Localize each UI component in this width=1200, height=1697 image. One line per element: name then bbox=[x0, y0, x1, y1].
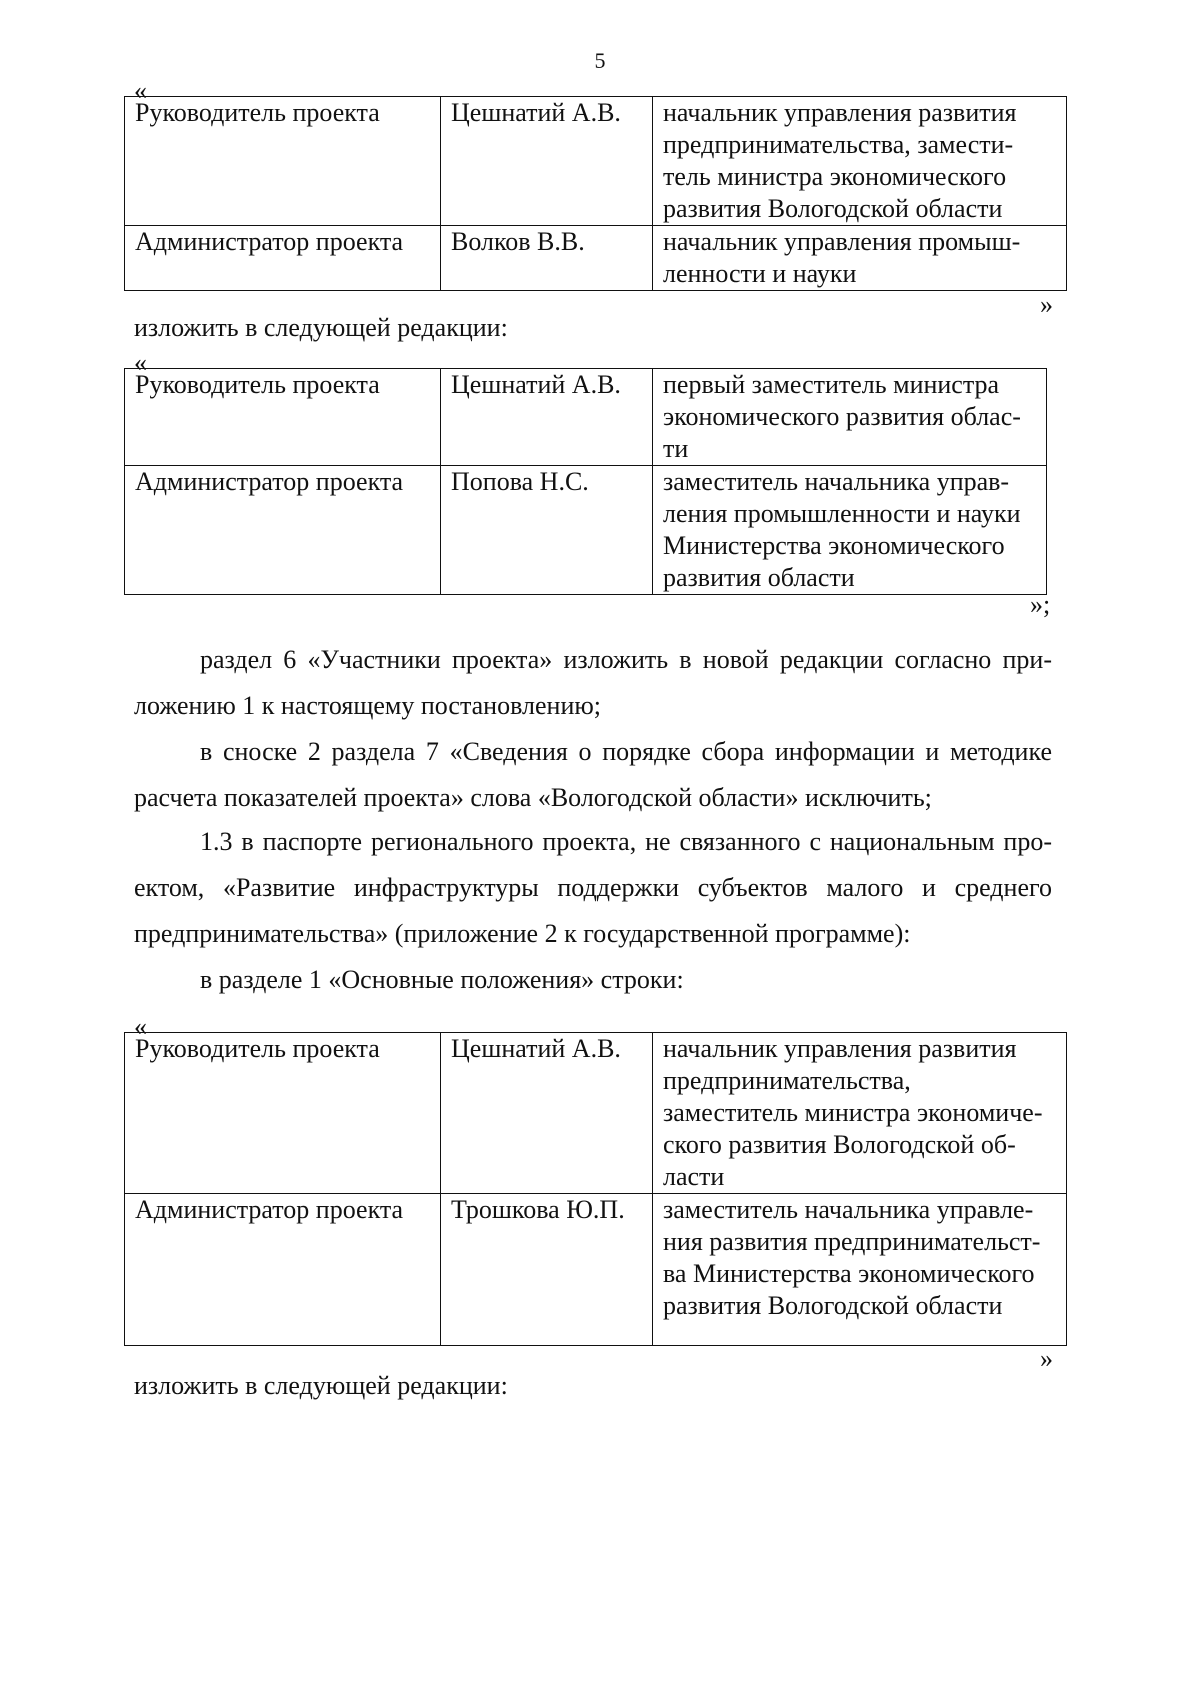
description-cell: начальник управления промыш- ленности и науки bbox=[653, 226, 1067, 291]
paragraph-line: в сноске 2 раздела 7 «Сведения о порядке сбора информации и методике bbox=[200, 737, 1052, 766]
paragraph-line: ложению 1 к настоящему постановлению; bbox=[134, 691, 602, 720]
table-row bbox=[125, 97, 1067, 226]
description-cell: заместитель начальника управ- ления промышленности и науки Министерства экономического развития области bbox=[653, 466, 1047, 595]
close-quote-semicolon: »; bbox=[1030, 590, 1051, 619]
role-cell: Руководитель проекта bbox=[125, 369, 441, 466]
table-row bbox=[125, 466, 1047, 595]
paragraph-line: в разделе 1 «Основные положения» строки: bbox=[200, 965, 684, 994]
open-quote: « bbox=[134, 76, 147, 105]
table-new-project-roles bbox=[124, 368, 1047, 595]
open-quote: « bbox=[134, 1012, 147, 1041]
name-cell: Цешнатий А.В. bbox=[441, 1033, 653, 1194]
paragraph-line: расчета показателей проекта» слова «Вологодской области» исключить; bbox=[134, 783, 932, 812]
name-cell: Цешнатий А.В. bbox=[441, 97, 653, 226]
table-row bbox=[125, 226, 1067, 291]
table-row bbox=[125, 1033, 1067, 1194]
table-old-project-roles-2 bbox=[124, 1032, 1067, 1346]
name-cell: Трошкова Ю.П. bbox=[441, 1194, 653, 1346]
role-cell: Администратор проекта bbox=[125, 466, 441, 595]
paragraph-line: ектом, «Развитие инфраструктуры поддержки субъектов малого и среднего bbox=[134, 873, 1052, 902]
edit-instruction: изложить в следующей редакции: bbox=[134, 313, 508, 342]
role-cell: Администратор проекта bbox=[125, 226, 441, 291]
paragraph-line: раздел 6 «Участники проекта» изложить в новой редакции согласно при- bbox=[200, 645, 1052, 674]
edit-instruction: изложить в следующей редакции: bbox=[134, 1371, 508, 1400]
table-old-project-roles bbox=[124, 96, 1067, 291]
open-quote: « bbox=[134, 348, 147, 377]
name-cell: Попова Н.С. bbox=[441, 466, 653, 595]
description-cell: начальник управления развития предпринимательства, замести- тель министра экономического развития Вологодской области bbox=[653, 97, 1067, 226]
table-row bbox=[125, 369, 1047, 466]
description-cell: начальник управления развития предпринимательства, заместитель министра экономиче- ского развития Вологодской об- ласти bbox=[653, 1033, 1067, 1194]
close-quote: » bbox=[1040, 290, 1053, 319]
description-cell: заместитель начальника управле- ния развития предпринимательст- ва Министерства экономического развития Вологодской области bbox=[653, 1194, 1067, 1346]
name-cell: Цешнатий А.В. bbox=[441, 369, 653, 466]
table-row bbox=[125, 1194, 1067, 1346]
role-cell: Администратор проекта bbox=[125, 1194, 441, 1346]
close-quote: » bbox=[1040, 1344, 1053, 1373]
paragraph-line: предпринимательства» (приложение 2 к государственной программе): bbox=[134, 919, 911, 948]
name-cell: Волков В.В. bbox=[441, 226, 653, 291]
description-cell: первый заместитель министра экономического развития облас- ти bbox=[653, 369, 1047, 466]
role-cell: Руководитель проекта bbox=[125, 1033, 441, 1194]
paragraph-line: 1.3 в паспорте регионального проекта, не связанного с национальным про- bbox=[200, 827, 1052, 856]
role-cell: Руководитель проекта bbox=[125, 97, 441, 226]
page-number: 5 bbox=[594, 48, 606, 73]
